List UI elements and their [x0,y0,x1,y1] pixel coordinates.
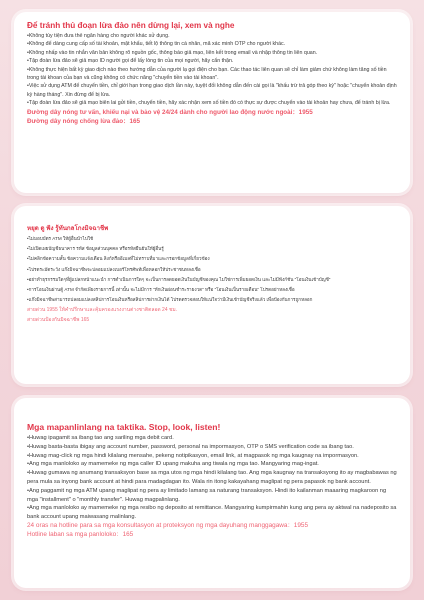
vi-title: Để tránh thủ đoạn lừa đảo nên dừng lại, xem và nghe [27,21,235,30]
th-item: •อย่าทำธุรกรรมใดๆที่ผู้แปลกหน้าแนะนำ การดำเนินการใดๆ จะเป็นการลดยอดเงินในบัญชีของคุณ ไม่ใช่การเพิ่มยอดเงิน และไม่มีฟังก์ชัน "โอนเงินเข้าบัญชี" [27,276,331,282]
vi-item: •Không tùy tiện đưa thẻ ngân hàng cho người khác sử dụng. [27,33,170,39]
tagalog-notice-card [14,398,410,588]
tl-hotline-165: Hotline laban sa mga panloloko：165 [27,530,134,538]
vi-hotline-165: Đường dây nóng chống lừa đảo：165 [27,117,140,125]
th-item: •การโอนเงินผ่านตู้ ATM จำกัดเพียงรายการนี้ เท่านั้น จะไม่มีการ "หักเงินผ่อนชำระรายงวด" หรือ "โอนเงินเป็นรายเดือน" โปรดอย่าหลงเชื่อ [27,287,295,293]
th-item: •แก๊งมิจฉาชีพสามารถปลอมแปลงสลิปการโอนเงินหรือสลิปการฝากเงินได้ โปรดตรวจสอบให้แน่ใจว่ามีเงินเข้าบัญชีจริงแล้ว เพื่อป้องกันการถูกหลอก [27,297,313,303]
vi-item: •Tập đoàn lừa đảo sẽ giả mạo ID người gọi để lấy lòng tin của mọi người, hãy cẩn thận. [27,58,234,65]
tl-item: •Huwag basta-basta ibigay ang account number, password, personal na impormasyon, OTP o SMS verification code sa ibang tao. [27,443,354,450]
tl-item: •Ang mga manloloko ay mamemeke ng mga resibo ng deposito at remittance. Mangyaring kumpirmahin kung ang pera ay aktwal na nadeposito sa bank account upang maiwasang malinlang. [27,505,397,521]
th-hotline-165: สายด่วนป้องกันมิจฉาชีพ 165 [27,317,90,324]
vi-items-list [27,32,398,108]
th-items-list [27,234,398,305]
vi-item: •Việc sử dụng ATM để chuyển tiền, chỉ giới hạn trong giao dịch lần này, tuyệt đối không dẫn đến cài gọi là "khấu trừ trả góp theo kỳ" hoặc "chuyển khoản định kỳ hàng tháng". Xin đừng để bị lừa. [27,83,397,98]
tl-item: •Huwag mag-click ng mga hindi kilalang mensahe, pekeng notipikasyon, email link, at magpasok ng mga kaugnay na impormasyon. [27,452,359,459]
tl-hotline-1955: 24 oras na hotline para sa mga konsultasyon at proteksyon ng mga dayuhang manggagawa：1955 [27,521,309,529]
vi-item: •Không thực hiện bất kỳ giao dịch nào theo hướng dẫn của người lạ gọi điện cho bạn. Các thao tác liên quan sẽ chỉ làm giảm chứ không làm tăng số tiền trong tài khoan của bạn và cũng không có chức năng "chuyển tiền vào tài khoan". [27,66,387,82]
vi-item: •Không để dàng cung cấp số tài khoản, mật khẩu, tiết lộ thông tin cá nhân, mã xác minh OTP cho người khác. [27,41,286,48]
th-title: หยุด ดู ฟัง รู้ทันกลโกงมิจฉาชีพ [27,225,109,232]
tl-item: •Huwag gumawa ng anumang transaksyon base sa mga utos ng mga hindi kilalang tao. Ang mga kaugnay na transaksyong ito ay magbabawas ng pera mula sa inyong bank account at hindi para madagdagan ito. Wala rin itong kakayahang maglipat ng pera papasok ng bank account. [27,470,397,485]
tl-items-list [27,434,398,522]
tl-title: Mga mapanlinlang na taktika. Stop, look, listen! [27,422,221,432]
th-item: •ไม่มอบบัตร ATM ให้ผู้อื่นนำไปใช้ [27,236,94,241]
th-item: •ไม่คลิกข้อความสั้น ข้อความแจ้งเตือน ลิงก์หรืออีเมลที่ไม่ทราบที่มาและกรอกข้อมูลที่เกี่ยวข้อง [27,256,210,262]
th-item: •ไม่เปิดเผยบัญชีธนาคาร รหัส ข้อมูลส่วนบุคคล หรือรหัสยืนยันให้ผู้อื่นรู้ [27,246,164,252]
vi-item: •Tập đoàn lừa đảo sẽ giả mạo biên lai gửi tiền, chuyển tiền, hãy xác nhận xem số tiền đó có thực sự được chuyển vào tài khoản hay chưa, để tránh bị lừa. [27,100,391,107]
tl-item: •Ang mga manloloko ay mamemeke ng mga caller ID upang makuha ang tiwala ng mga tao. Mangyaring mag-ingat. [27,461,319,468]
tl-item: •Ang paggamit ng mga ATM upang maglipat ng pera ay limitado lamang sa naturang transaksyon. Hindi ito kailanman maaaring magkaroon ng mga "installment" o "monthly transfer". Huwag magpalinlang. [27,487,387,503]
vietnamese-notice-card [14,12,410,193]
tl-item: •Huwag ipagamit sa ibang tao ang sariling mga debit card. [27,435,174,441]
vi-hotline-1955: Đường dây nóng tư vấn, khiếu nại và bảo vệ 24/24 dành cho người lao động nước ngoài：1955 [27,108,313,116]
th-item: •โปรดระมัดระวัง แก๊งมิจฉาชีพจะปลอมแปลงเบอร์โทรศัพท์เพื่อหลอกให้ประชาชนหลงเชื่อ [27,266,201,272]
th-hotline-1955: สายด่วน 1955 ให้คำปรึกษาและคุ้มครองแรงงานต่างชาติตลอด 24 ชม. [27,307,178,314]
vi-item: •Không nhấp vào tin nhắn văn bản không rõ nguồn gốc, thông báo giả mạo, liên kết trong email và nhập thông tin liên quan. [27,49,318,56]
thai-notice-card [14,206,410,384]
